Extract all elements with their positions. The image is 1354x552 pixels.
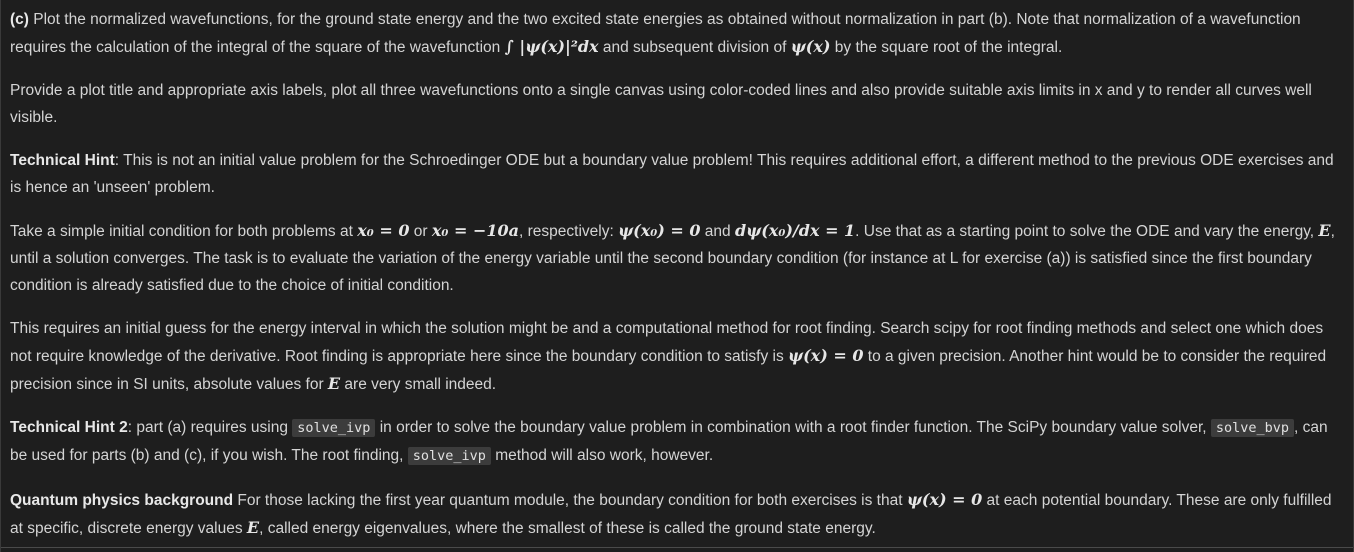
psi-x0-formula: ψ(x₀) = 0	[618, 221, 701, 240]
x0-zero-formula: x₀ = 0	[357, 221, 410, 240]
technical-hint-2-label: Technical Hint 2	[10, 419, 128, 436]
rf-text-1: This requires an initial guess for the energy interval in which the solution might be and a computational method for root finding. Search scipy for root finding methods and select one which does not require knowledge of the derivative. Root finding is appropriate here since the boundary condition to satisfy is	[10, 320, 1324, 365]
part-c-paragraph	[10, 6, 1343, 61]
derivative-formula: dψ(x₀)/dx = 1	[734, 221, 856, 240]
part-c-text-1: Plot the normalized wavefunctions, for the ground state energy and the two excited state energies as obtained without normalization in part (b). Note that normalization of a wavefunction requires the calculation of the integral of the square of the wavefunction	[10, 11, 1301, 56]
psi-zero-formula: ψ(x) = 0	[906, 490, 983, 509]
quantum-background-label: Quantum physics background	[10, 492, 234, 509]
integral-formula: ∫ |ψ(x)|²dx	[504, 37, 599, 56]
energy-symbol: E	[1318, 221, 1331, 240]
th2-text-2: in order to solve the boundary value problem in combination with a root finder function. The SciPy boundary value solver,	[375, 419, 1211, 436]
rf-text-2: to a given precision. Another hint would be to consider the required precision since in SI units, absolute values for	[10, 348, 1327, 393]
technical-hint-paragraph	[10, 147, 1343, 201]
cell-divider	[1, 547, 1353, 548]
technical-hint-2-paragraph	[10, 414, 1343, 470]
initial-condition-paragraph	[10, 217, 1343, 299]
solve-bvp-code: solve_bvp	[1211, 419, 1294, 437]
psi-zero-formula: ψ(x) = 0	[788, 346, 864, 365]
ic-text-1: Take a simple initial condition for both problems at	[10, 223, 358, 240]
part-c-text-3: by the square root of the integral.	[830, 39, 1063, 56]
qp-text-3: , called energy eigenvalues, where the smallest of these is called the ground state energy.	[259, 520, 876, 537]
x0-minus10a-formula: x₀ = −10a	[431, 221, 519, 240]
th2-text-4: method will also work, however.	[490, 447, 714, 464]
energy-symbol: E	[246, 518, 260, 537]
ic-text-3: , respectively:	[519, 223, 619, 240]
qp-text-2: at each potential boundary. These are only fulfilled at specific, discrete energy values	[10, 492, 1332, 537]
root-finding-paragraph	[10, 315, 1343, 398]
ic-text-5: . Use that as a starting point to solve the ODE and vary the energy,	[855, 223, 1319, 240]
technical-hint-text: : This is not an initial value problem for the Schroedinger ODE but a boundary value problem! This requires additional effort, a different method to the previous ODE exercises and is hence an 'unseen' problem.	[10, 152, 1334, 196]
quantum-background-paragraph	[10, 486, 1343, 542]
part-c-text-2: and subsequent division of	[598, 39, 791, 56]
ic-text-2: or	[409, 223, 432, 240]
energy-symbol: E	[327, 374, 341, 393]
qp-text-1: For those lacking the first year quantum module, the boundary condition for both exercises is that	[233, 492, 907, 509]
ic-text-6: , until a solution converges. The task is to evaluate the variation of the energy variable until the second boundary condition (for instance at L for exercise (a)) is satisfied since the first boundary condition is already satisfied due to the choice of initial condition.	[10, 223, 1335, 294]
th2-text-3: , can be used for parts (b) and (c), if you wish. The root finding,	[10, 419, 1328, 464]
rf-text-3: are very small indeed.	[340, 376, 497, 393]
ic-text-4: and	[700, 223, 735, 240]
plot-instructions-paragraph: Provide a plot title and appropriate axis labels, plot all three wavefunctions onto a single canvas using color-coded lines and also provide suitable axis limits in x and y to render all curves well visible.	[10, 82, 1312, 126]
psi-formula: ψ(x)	[790, 37, 831, 56]
solve-ivp-code: solve_ivp	[408, 447, 491, 465]
part-c-label: (c)	[10, 11, 29, 28]
technical-hint-label: Technical Hint	[10, 152, 115, 169]
solve-ivp-code: solve_ivp	[292, 419, 375, 437]
th2-text-1: : part (a) requires using	[127, 419, 293, 436]
